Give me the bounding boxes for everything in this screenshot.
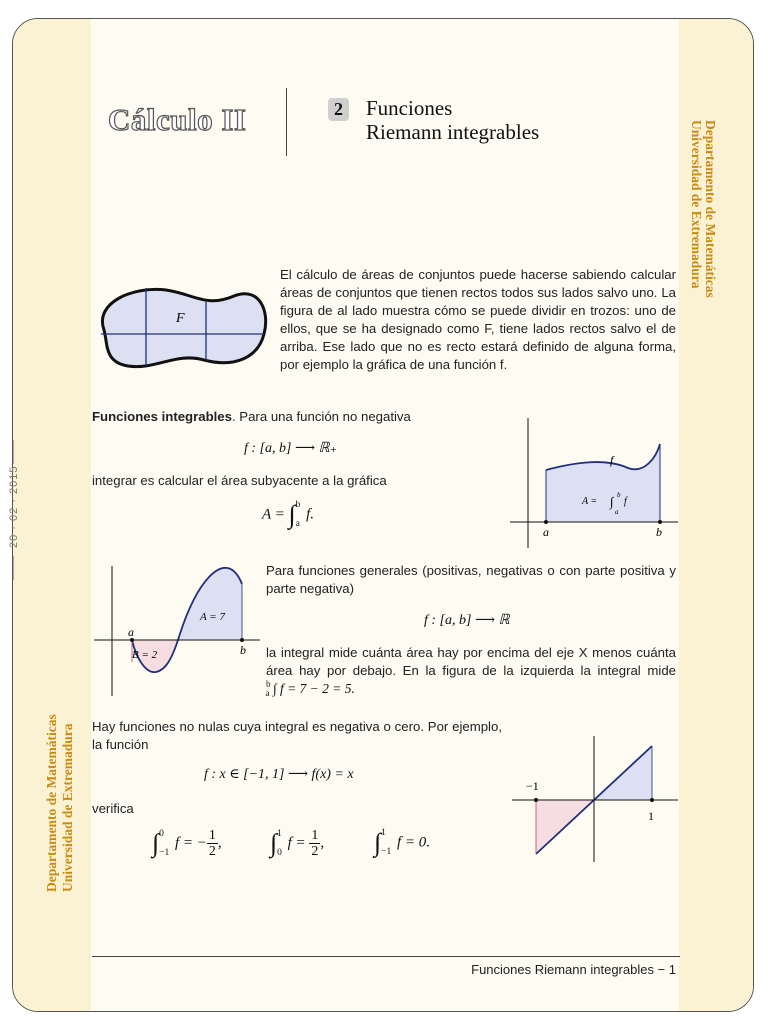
minus-one-label: −1	[526, 779, 539, 793]
int1-num: 1	[208, 828, 216, 843]
curve-f-label: f	[610, 453, 614, 467]
dept-line2: Universidad de Extremadura	[689, 120, 704, 289]
inline-formula-body: ∫ f = 7 − 2 = 5.	[272, 681, 355, 696]
footer-text: Funciones Riemann integrables − 1	[471, 962, 676, 977]
axis-b-label: b	[656, 525, 662, 539]
dept-label-right	[689, 120, 730, 350]
chapter-number-badge: 2	[328, 98, 349, 121]
positive-area-label: A = 7	[200, 611, 225, 623]
dept-line1: Departamento de Matemáticas	[703, 120, 718, 298]
negative-area-label: B = 2	[132, 649, 158, 661]
general-formula: f : [a, b] ⟶ ℝ	[424, 613, 510, 628]
date-rule-bottom	[13, 556, 14, 580]
area-upper: b	[295, 500, 301, 510]
example-text1: Hay funciones no nulas cuya integral es negativa o cero. Por ejemplo, la función	[92, 719, 502, 752]
integral-sign-icon: ∫	[270, 828, 278, 858]
int3-upper: 1	[381, 828, 386, 838]
area-under-curve-figure	[506, 418, 680, 548]
chapter-title-line1: Funciones	[366, 96, 453, 120]
area-formula	[262, 500, 314, 530]
integral-1	[152, 828, 222, 859]
axis-a-label: a	[543, 525, 549, 539]
header-divider	[286, 88, 287, 156]
area-label: A =	[582, 496, 598, 507]
blob-label: F	[176, 311, 185, 326]
area-formula-lhs: A =	[262, 506, 285, 523]
integrables-heading: Funciones integrables	[92, 409, 232, 424]
inline-lower: a	[265, 688, 270, 698]
int2-end: ,	[320, 834, 325, 851]
example-text2: verifica	[92, 801, 134, 816]
area-lower: a	[295, 519, 300, 529]
blob-figure	[94, 282, 270, 372]
area-label-lower: a	[615, 508, 619, 516]
domain-formula: f : [a, b] ⟶ ℝ₊	[244, 441, 337, 456]
date-rule-top	[13, 440, 14, 464]
int2-num: 1	[311, 828, 319, 843]
general-text2-body: la integral mide cuánta área hay por encima del eje X menos cuánta área hay por debajo. En la figura de la izquierda la integral mide	[266, 645, 676, 678]
int3-lower: −1	[381, 847, 392, 857]
int2-lower: 0	[277, 847, 282, 858]
course-title: Cálculo II	[108, 102, 247, 137]
area-formula-rhs: f.	[306, 506, 315, 523]
chapter-title-line2: Riemann integrables	[366, 120, 540, 144]
int2-body: f =	[287, 834, 306, 851]
one-label: 1	[648, 809, 654, 823]
int1-den: 2	[208, 844, 216, 859]
integral-sign-icon: ∫	[288, 500, 296, 529]
int1-body: f = −	[174, 834, 207, 851]
int2-den: 2	[311, 844, 319, 859]
inline-upper: b	[266, 679, 271, 689]
integrables-lead-text: . Para una función no negativa	[231, 409, 411, 424]
chapter-title	[366, 96, 539, 144]
integral-2	[270, 828, 324, 859]
dept-line2: Universidad de Extremadura	[60, 723, 75, 892]
integrables-text2: integrar es calcular el área subyacente a la gráfica	[92, 473, 387, 488]
int1-upper: 0	[159, 828, 164, 839]
general-text2	[266, 644, 676, 699]
area-label-f: f	[624, 496, 627, 507]
integral-sign-icon: ∫	[152, 828, 160, 858]
integrables-lead	[92, 408, 512, 426]
intro-paragraph: El cálculo de áreas de conjuntos puede hacerse sabiendo calcular áreas de conjuntos que tienen rectos todos sus lados salvo uno. La figura de al lado muestra cómo se puede dividir en trozos: uno de ellos, que se ha designado como F, tiene lados rectos salvo el de arriba. Ese lado que no es recto estará definido de alguna forma, por ejemplo la gráfica de una función f.	[280, 267, 676, 372]
dept-label-left	[38, 680, 78, 920]
footer-rule	[92, 956, 680, 957]
int3-body: f = 0.	[396, 834, 431, 851]
general-inline-formula	[266, 681, 355, 696]
area-integral-sign-icon: ∫	[610, 494, 614, 509]
int1-lower: −1	[159, 847, 170, 858]
example-formula: f : x ∈ [−1, 1] ⟶ f(x) = x	[204, 767, 354, 782]
signed-b-label: b	[240, 643, 246, 657]
date-label: 20 · 02 · 2015	[8, 465, 20, 548]
integral-3	[374, 828, 430, 858]
int2-upper: 1	[277, 828, 282, 839]
signed-a-label: a	[128, 625, 134, 639]
general-text1: Para funciones generales (positivas, negativas o con parte positiva y parte negativa)	[266, 563, 676, 596]
identity-function-figure	[508, 734, 680, 864]
dept-line1: Departamento de Matemáticas	[44, 714, 59, 892]
int1-end: ,	[217, 834, 222, 851]
area-label-upper: b	[617, 491, 621, 499]
integral-sign-icon: ∫	[374, 828, 382, 857]
signed-area-figure	[92, 562, 262, 698]
